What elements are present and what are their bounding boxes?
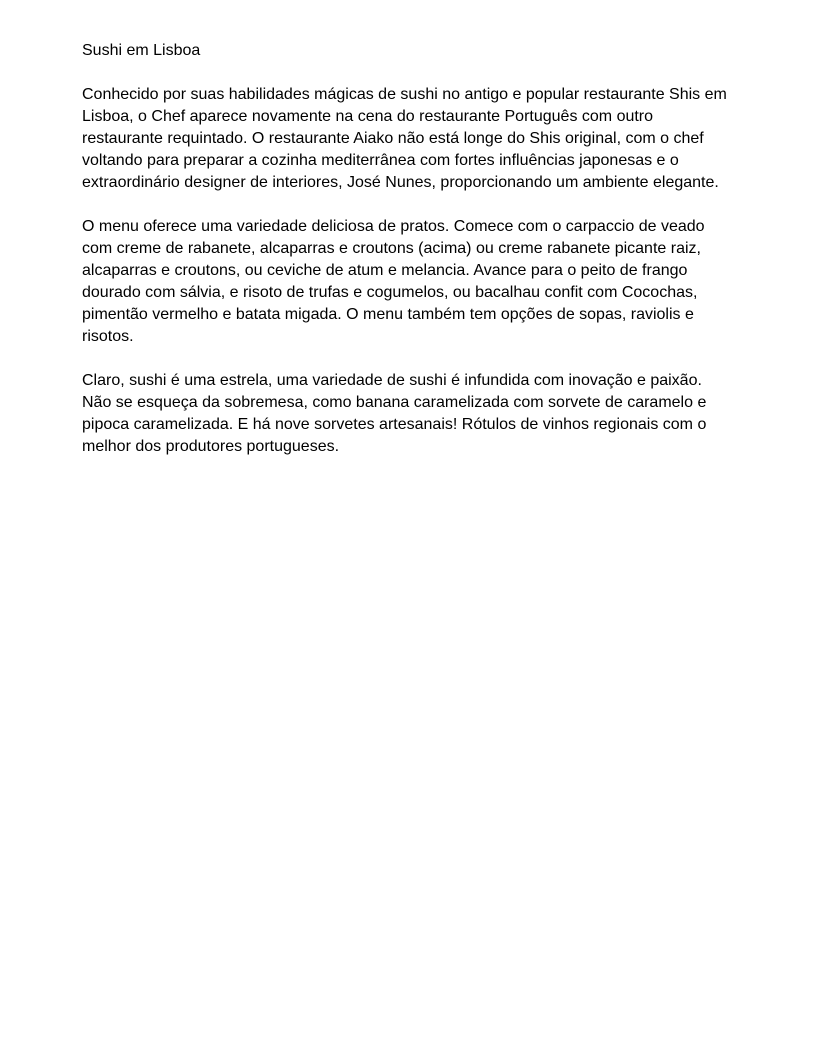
paragraph-intro: Conhecido por suas habilidades mágicas de sushi no antigo e popular restaurante Shis em Lisboa, o Chef aparece novamente na cena do restaurante Português com outro restaurante requintado. O restaurante Aiako não está longe do Shis original, com o chef voltando para preparar a cozinha mediterrânea com fortes influências japonesas e o extraordinário designer de interiores, José Nunes, proporcionando um ambiente elegante.	[82, 86, 727, 191]
paragraph-sushi-dessert: Claro, sushi é uma estrela, uma variedade de sushi é infundida com inovação e paixão. Não se esqueça da sobremesa, como banana caramelizada com sorvete de caramelo e pipoca caramelizada. E há nove sorvetes artesanais! Rótulos de vinhos regionais com o melhor dos produtores portugueses.	[82, 372, 707, 455]
document-title: Sushi em Lisboa	[82, 42, 201, 59]
paragraph-menu: O menu oferece uma variedade deliciosa de pratos. Comece com o carpaccio de veado com creme de rabanete, alcaparras e croutons (acima) ou creme rabanete picante raiz, alcaparras e croutons, ou ceviche de atum e melancia. Avance para o peito de frango dourado com sálvia, e risoto de trufas e cogumelos, ou bacalhau confit com Cocochas, pimentão vermelho e batata migada. O menu também tem opções de sopas, raviolis e risotos.	[82, 218, 705, 345]
document-page	[82, 40, 732, 480]
